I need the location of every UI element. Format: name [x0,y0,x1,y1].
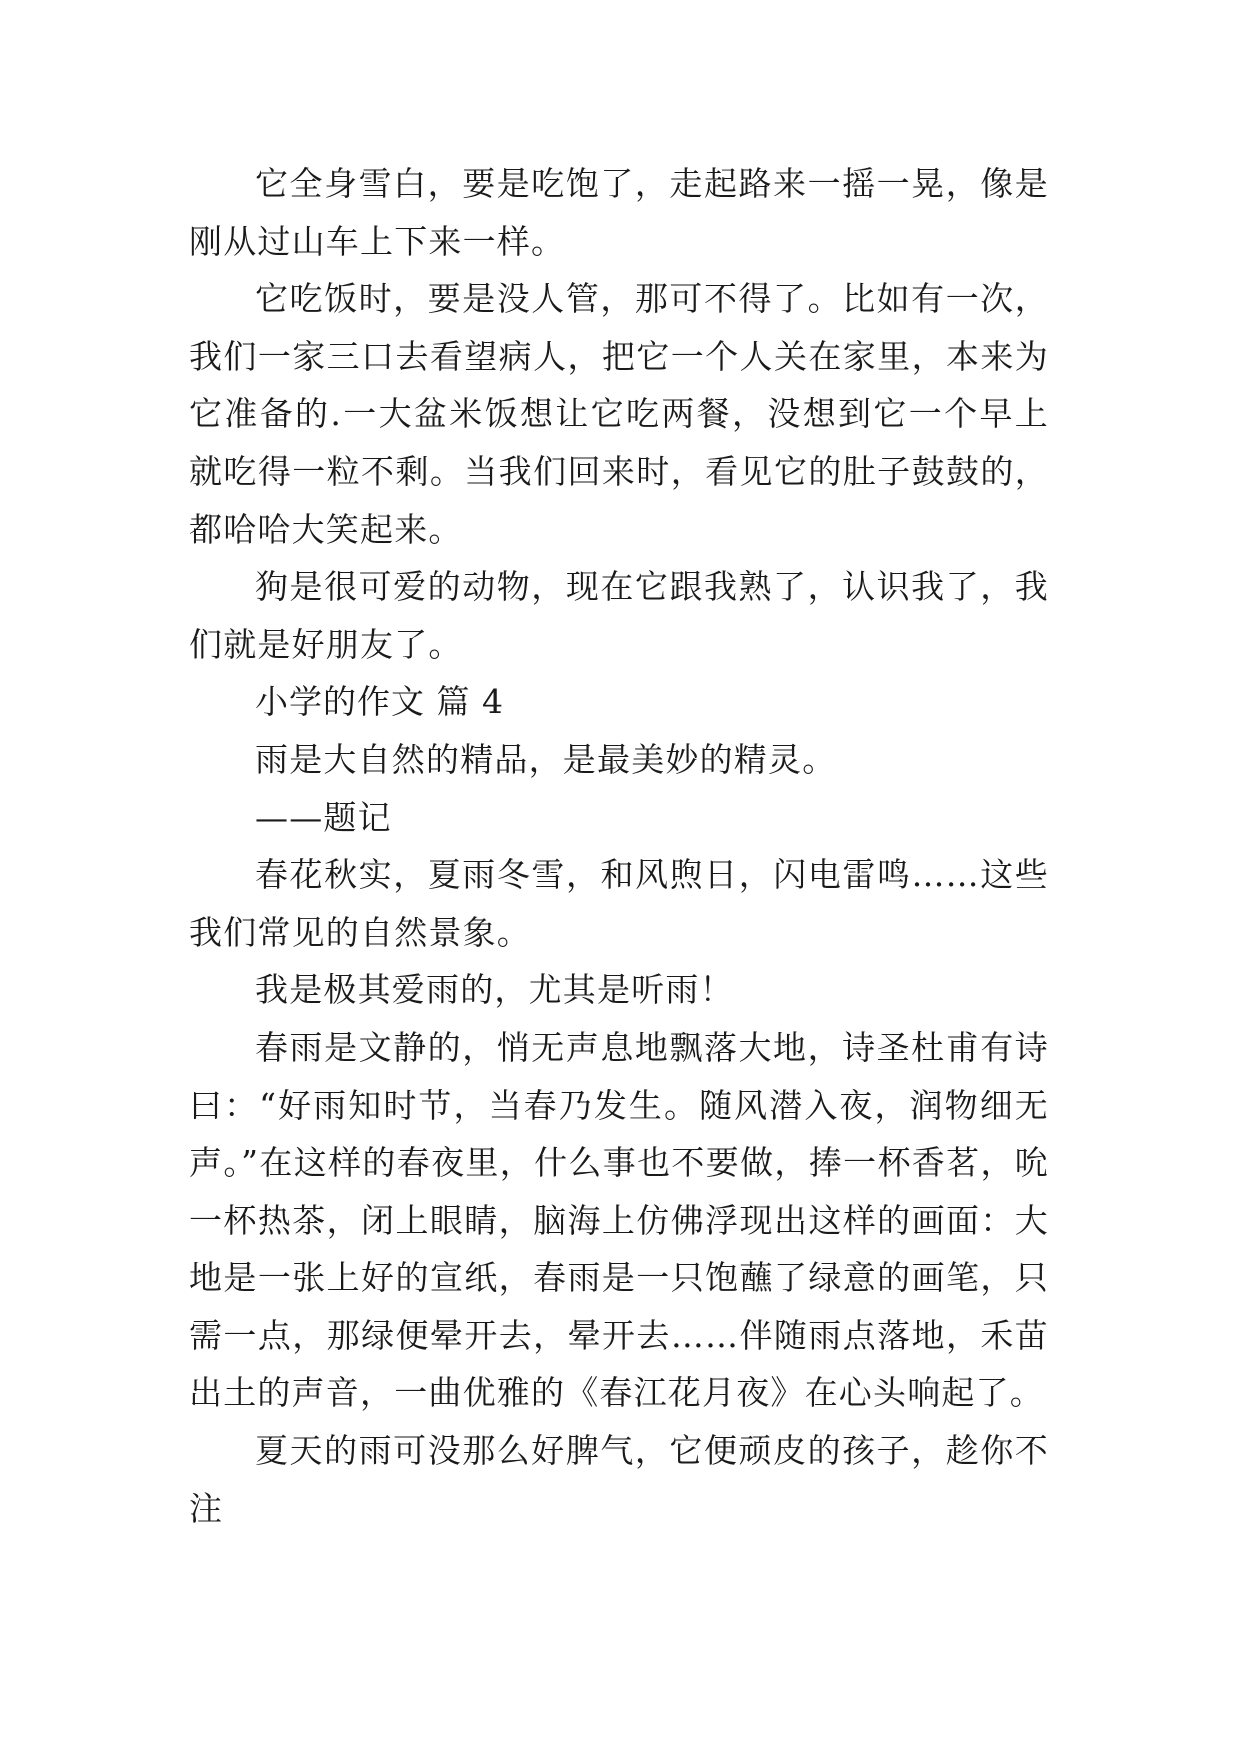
paragraph-dog-eating: 它吃饭时，要是没人管，那可不得了。比如有一次，我们一家三口去看望病人，把它一个人关在家里，本来为它准备的.一大盆米饭想让它吃两餐，没想到它一个早上就吃得一粒不剩。当我们回来时，看见它的肚子鼓鼓的，都哈哈大笑起来。 [189,279,1049,549]
paragraph-dog-friends: 狗是很可爱的动物，现在它跟我熟了，认识我了，我们就是好朋友了。 [189,567,1049,664]
section-title: 小学的作文 篇 4 [255,682,504,722]
document-body [189,155,1049,1537]
paragraph-dog-appearance: 它全身雪白，要是吃饱了，走起路来一摇一晃，像是刚从过山车上下来一样。 [189,164,1049,261]
paragraph-love-rain: 我是极其爱雨的，尤其是听雨！ [255,970,734,1010]
paragraph-rain-intro: 雨是大自然的精品，是最美妙的精灵。 [255,739,837,779]
paragraph-spring-rain: 春雨是文静的，悄无声息地飘落大地，诗圣杜甫有诗曰：“好雨知时节，当春乃发生。随风潜入夜，润物细无声。”在这样的春夜里，什么事也不要做，捧一杯香茗，吮一杯热茶，闭上眼睛，脑海上仿佛浮现出这样的画面：大地是一张上好的宣纸，春雨是一只饱蘸了绿意的画笔，只需一点，那绿便晕开去，晕开去……伴随雨点落地，禾苗出土的声音，一曲优雅的《春江花月夜》在心头响起了。 [189,1027,1049,1413]
paragraph-nature-scenes: 春花秋实，夏雨冬雪，和风煦日，闪电雷鸣……这些我们常见的自然景象。 [189,855,1049,952]
paragraph-summer-rain: 夏天的雨可没那么好脾气，它便顽皮的孩子，趁你不注 [189,1431,1049,1528]
paragraph-epigraph: ——题记 [255,797,392,837]
